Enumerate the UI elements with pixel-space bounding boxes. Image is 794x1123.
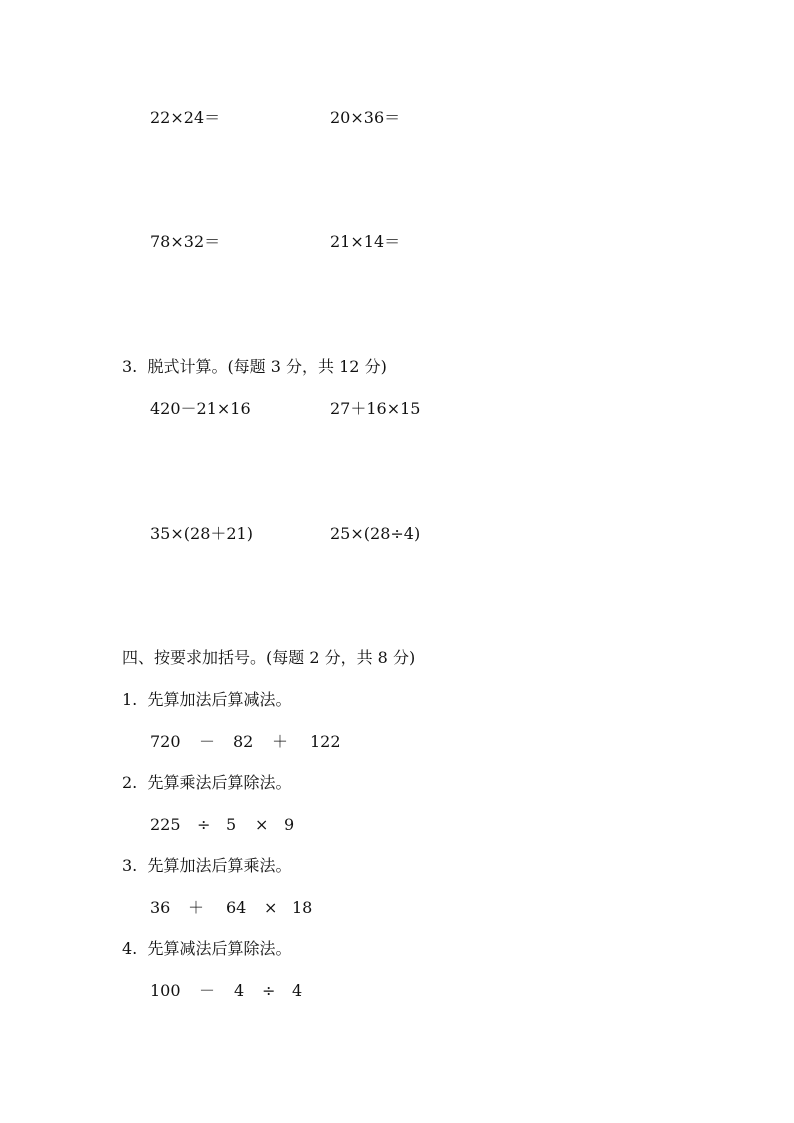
- section4-expression-2: [0, 815, 794, 835]
- section4-instruction-1: 1. 先算加法后算减法。: [122, 690, 292, 709]
- section4-expression-4: [0, 981, 794, 1001]
- expr-operator: ×: [255, 815, 269, 834]
- expr-token: 18: [292, 898, 313, 917]
- part3-problem-2: 27＋16×15: [330, 399, 421, 418]
- expr-token: 720: [150, 732, 181, 751]
- expr-token: 5: [226, 815, 237, 834]
- section4-instruction-2: 2. 先算乘法后算除法。: [122, 773, 292, 792]
- expr-operator: －: [199, 732, 216, 751]
- part3-heading: 3. 脱式计算。(每题 3 分，共 12 分): [122, 357, 387, 376]
- expr-token: 122: [310, 732, 341, 751]
- problem-21x14: 21×14＝: [330, 232, 401, 251]
- problem-22x24: 22×24＝: [150, 108, 221, 127]
- expr-token: 4: [234, 981, 245, 1000]
- problem-78x32: 78×32＝: [150, 232, 221, 251]
- expr-token: 64: [226, 898, 247, 917]
- expr-operator: ＋: [272, 732, 289, 751]
- section4-instruction-3: 3. 先算加法后算乘法。: [122, 856, 292, 875]
- expr-token: 82: [233, 732, 254, 751]
- expr-operator: －: [199, 981, 216, 1000]
- section4-heading: 四、按要求加括号。(每题 2 分，共 8 分): [122, 648, 416, 667]
- section4-instruction-4: 4. 先算减法后算除法。: [122, 939, 292, 958]
- part3-problem-1: 420－21×16: [150, 399, 251, 418]
- part3-problem-4: 25×(28÷4): [330, 524, 421, 543]
- section4-expression-1: [0, 732, 794, 752]
- expr-operator: ×: [264, 898, 278, 917]
- section4-expression-3: [0, 898, 794, 918]
- expr-token: 100: [150, 981, 181, 1000]
- problem-20x36: 20×36＝: [330, 108, 401, 127]
- expr-operator: ÷: [262, 981, 276, 1000]
- expr-token: 9: [284, 815, 295, 834]
- expr-operator: ÷: [197, 815, 211, 834]
- expr-token: 36: [150, 898, 171, 917]
- expr-operator: ＋: [188, 898, 205, 917]
- part3-problem-3: 35×(28＋21): [150, 524, 253, 543]
- expr-token: 4: [292, 981, 303, 1000]
- expr-token: 225: [150, 815, 181, 834]
